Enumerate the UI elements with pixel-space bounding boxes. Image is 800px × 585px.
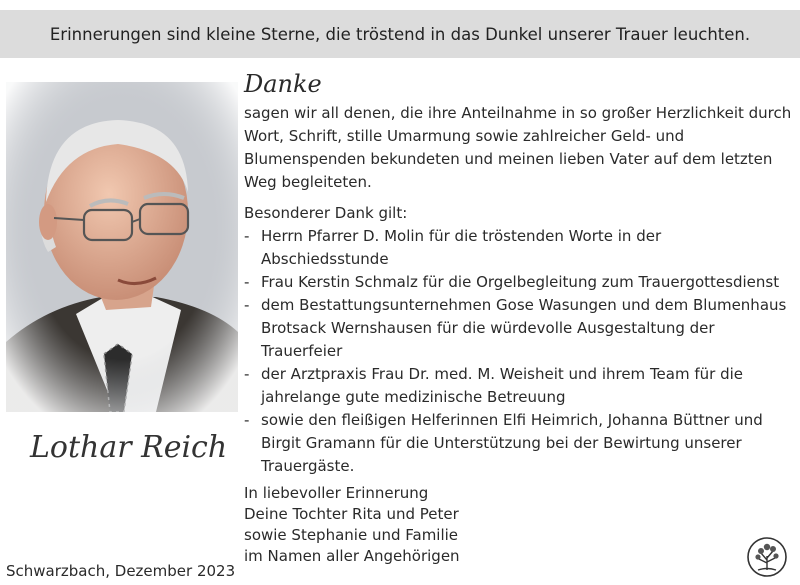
place-date: Schwarzbach, Dezember 2023 xyxy=(6,562,236,580)
thanks-heading: Besonderer Dank gilt: xyxy=(244,204,408,222)
closing-line: im Namen aller Angehörigen xyxy=(244,547,460,565)
list-item: - der Arztpraxis Frau Dr. med. M. Weisheit und ihrem Team für die jahrelange gute medizinische Betreuung xyxy=(244,363,792,409)
portrait-photo xyxy=(6,82,238,412)
thanks-list xyxy=(244,225,792,478)
closing-line: sowie Stephanie und Familie xyxy=(244,526,459,544)
closing-line: Deine Tochter Rita und Peter xyxy=(244,505,459,523)
tree-logo-icon xyxy=(746,536,788,578)
list-item: - Herrn Pfarrer D. Molin für die tröstenden Worte in der Abschiedsstunde xyxy=(244,225,792,271)
closing-line: In liebevoller Erinnerung xyxy=(244,484,429,502)
list-item: - sowie den fleißigen Helferinnen Elfi Heimrich, Johanna Büttner und Birgit Gramann für die Unterstützung bei der Bewirtung unserer Trauergäste. xyxy=(244,409,792,478)
danke-heading: Danke xyxy=(244,70,322,98)
closing-signature xyxy=(244,483,644,567)
banner-text: Erinnerungen sind kleine Sterne, die tröstend in das Dunkel unserer Trauer leuchten. xyxy=(49,24,751,44)
list-item: - Frau Kerstin Schmalz für die Orgelbegleitung zum Trauergottesdienst xyxy=(244,271,792,294)
header-banner xyxy=(0,10,800,58)
deceased-name: Lothar Reich xyxy=(30,430,228,465)
thanks-text xyxy=(244,102,792,478)
portrait-illustration xyxy=(6,82,238,412)
intro-paragraph: sagen wir all denen, die ihre Anteilnahme in so großer Herzlichkeit durch Wort, Schrift, stille Umarmung sowie zahlreicher Geld- und Blumenspenden bekundeten und meinen lieben Vater auf dem letzten Weg begleiteten. xyxy=(244,104,792,191)
list-item: - dem Bestattungsunternehmen Gose Wasungen und dem Blumenhaus Brotsack Wernshausen für die würdevolle Ausgestaltung der Trauerfeier xyxy=(244,294,792,363)
